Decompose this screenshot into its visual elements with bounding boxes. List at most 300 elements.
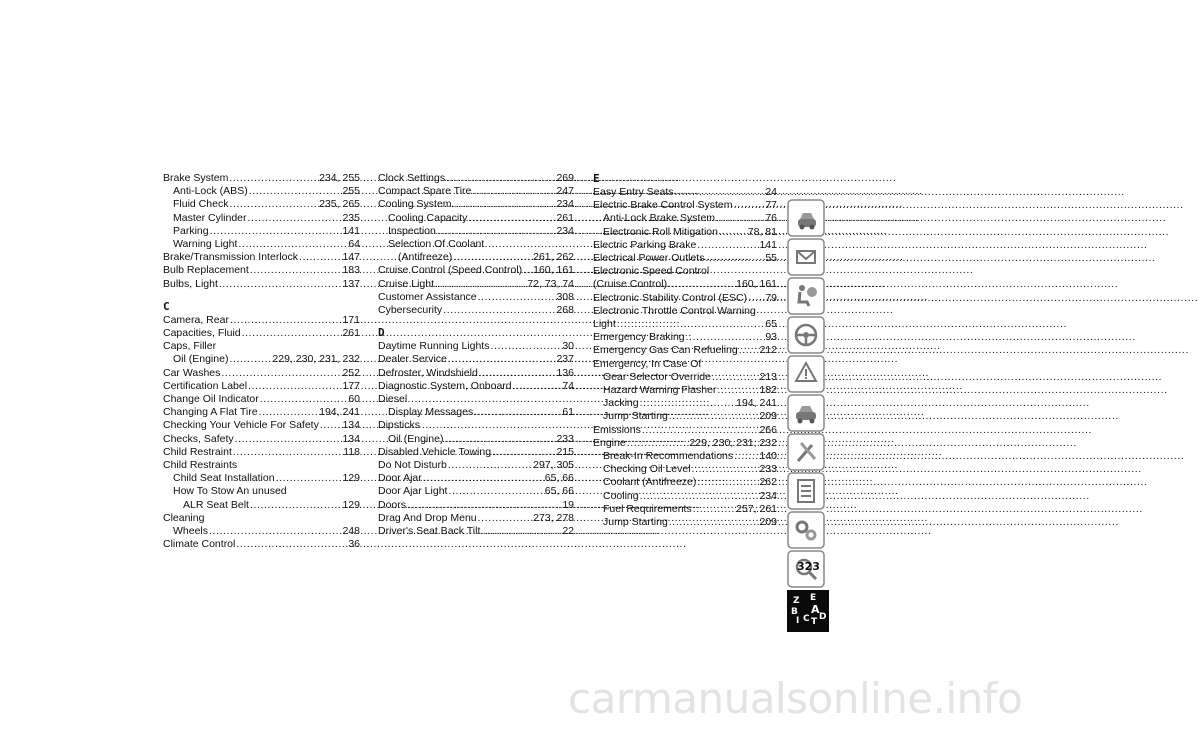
entry-label: Door Ajar Light (378, 485, 448, 498)
gears-icon[interactable] (787, 511, 825, 549)
index-entry[interactable] (593, 397, 777, 410)
dot-leader (248, 380, 341, 393)
page-reference[interactable]: 248 (342, 525, 360, 538)
dot-leader (697, 476, 758, 489)
page-reference[interactable]: 76 (765, 212, 777, 225)
index-heading: How To Stow An unused (173, 485, 287, 498)
page-reference[interactable]: 194, 241 (319, 406, 360, 419)
dot-leader (748, 292, 764, 305)
entry-label: Cruise Control (Speed Control) (378, 264, 523, 277)
index-entry[interactable] (378, 304, 574, 317)
dot-leader (320, 419, 342, 432)
index-entry[interactable] (593, 252, 777, 265)
dot-leader (250, 499, 342, 512)
page-reference[interactable]: 36 (348, 538, 360, 551)
entry-label: Electrical Power Outlets (593, 252, 705, 265)
index-entry[interactable] (593, 318, 777, 331)
entry-label: Certification Label (163, 379, 248, 392)
index-heading: Electronic Throttle Control Warning (593, 304, 756, 317)
index-letter: C (803, 614, 810, 624)
index-entry[interactable] (593, 410, 777, 423)
index-entry[interactable] (163, 472, 360, 485)
entry-label: Cooling (603, 489, 639, 502)
page-reference[interactable]: 261 (342, 327, 360, 340)
index-entry[interactable] (378, 185, 574, 198)
dot-leader (242, 327, 342, 340)
dot-leader (233, 446, 342, 459)
entry-label: Fuel Requirements (603, 502, 692, 515)
entry-label: Bulbs, Light (163, 277, 218, 290)
index-entry[interactable] (163, 264, 360, 277)
dot-leader (435, 278, 526, 291)
index-letter: A (811, 603, 820, 616)
page-reference[interactable]: 229, 230, 231, 232 (689, 436, 777, 449)
page-reference[interactable]: 65 (765, 318, 777, 331)
dot-leader (453, 198, 556, 211)
entry-label: Drag And Drop Menu (378, 511, 477, 524)
page-reference[interactable]: 182 (759, 384, 777, 397)
index-entry[interactable] (378, 198, 574, 211)
index-entry[interactable] (378, 367, 574, 380)
index-entry[interactable] (593, 226, 777, 239)
index-entry[interactable] (593, 278, 777, 291)
mail-icon[interactable] (787, 238, 825, 276)
index-letter: T (811, 617, 818, 627)
index-entry[interactable] (378, 433, 574, 446)
page-reference[interactable]: 212 (759, 344, 777, 357)
page-reference[interactable]: 261 (556, 211, 574, 224)
dot-leader (717, 384, 758, 397)
index-entry[interactable] (378, 278, 574, 291)
dot-leader (209, 525, 341, 538)
page-reference[interactable]: 183 (342, 264, 360, 277)
dot-leader (235, 433, 342, 446)
dot-leader (478, 512, 532, 525)
index-entry[interactable] (378, 485, 574, 498)
index-column-3 (593, 172, 777, 529)
entry-label: Electric Brake Control System (593, 199, 733, 212)
dot-leader (248, 212, 342, 225)
index-entry[interactable] (378, 512, 574, 525)
index-entry[interactable] (163, 225, 360, 238)
page-reference[interactable]: 136 (556, 366, 574, 379)
dot-leader (299, 251, 341, 264)
dot-leader (444, 433, 555, 446)
index-entry[interactable] (593, 503, 777, 516)
dot-leader (221, 367, 341, 380)
page-reference[interactable]: 24 (765, 186, 777, 198)
page-reference[interactable]: 64 (348, 238, 360, 251)
page-reference[interactable]: 79 (765, 291, 777, 304)
entry-label: Electronic Roll Mitigation (603, 225, 718, 238)
index-entry[interactable] (593, 331, 777, 344)
index-entry[interactable] (593, 450, 777, 463)
page-reference[interactable]: 215 (556, 445, 574, 458)
index-heading: Diesel (378, 393, 408, 406)
index-entry[interactable] (163, 198, 360, 211)
dot-leader (453, 251, 532, 264)
entry-label: Anti-Lock Brake System (603, 212, 716, 225)
dot-leader (229, 353, 271, 366)
page-reference[interactable]: 160, 161 (533, 264, 574, 277)
dot-leader (407, 499, 561, 512)
page-reference[interactable]: 269 (556, 172, 574, 184)
dot-leader (669, 410, 759, 423)
index-entry[interactable] (378, 225, 574, 238)
page-reference[interactable]: 273, 278 (533, 511, 574, 524)
page-reference[interactable]: 22 (562, 525, 574, 538)
page-reference[interactable]: 134 (342, 419, 360, 432)
index-letter: E (810, 593, 817, 603)
entry-label: Jacking (603, 397, 639, 410)
dot-leader (668, 278, 735, 291)
entry-label: Warning Light (173, 238, 238, 251)
page-reference[interactable]: 235, 265 (319, 198, 360, 211)
index-entry[interactable] (378, 406, 574, 419)
entry-label: Jump Starting (603, 516, 668, 529)
entry-label: Oil (Engine) (173, 353, 229, 366)
index-entry[interactable] (593, 371, 777, 384)
index-entry[interactable] (163, 185, 360, 198)
checklist-icon[interactable] (787, 472, 825, 510)
dot-leader (249, 185, 342, 198)
dot-leader (229, 172, 318, 185)
index-entry[interactable] (378, 499, 574, 512)
dot-leader (423, 472, 544, 485)
page-reference[interactable]: 61 (562, 406, 574, 419)
page-reference[interactable]: 209 (759, 410, 777, 423)
index-entry[interactable] (593, 516, 777, 529)
dot-leader (448, 459, 532, 472)
index-entry[interactable] (163, 499, 360, 512)
entry-label: Emergency Gas Can Refueling (593, 344, 738, 357)
page-reference[interactable]: 308 (556, 290, 574, 303)
entry-label: ALR Seat Belt (183, 498, 249, 511)
page-reference[interactable]: 78, 81 (747, 225, 777, 238)
index-entry[interactable] (163, 380, 360, 393)
section-letter: C (163, 299, 170, 313)
entry-label: Master Cylinder (173, 211, 247, 224)
index-entry[interactable] (163, 446, 360, 459)
page-reference[interactable]: 252 (342, 366, 360, 379)
dot-leader (468, 212, 555, 225)
index-entry[interactable] (163, 251, 360, 264)
dot-leader (492, 446, 555, 459)
page-reference[interactable]: 234 (556, 198, 574, 211)
index-entry[interactable] (593, 199, 777, 212)
index-entry[interactable] (163, 393, 360, 406)
index-letter: Z (793, 596, 800, 606)
index-entry[interactable] (593, 186, 777, 199)
page-reference[interactable]: 234 (556, 224, 574, 237)
index-entry[interactable] (378, 291, 574, 304)
index-entry[interactable] (593, 212, 777, 225)
index-entry[interactable] (593, 384, 777, 397)
dot-leader (490, 340, 561, 353)
entry-label: Emergency Braking (593, 331, 685, 344)
entry-label: Checking Oil Level (603, 463, 691, 476)
index-entry[interactable] (378, 446, 574, 459)
entry-label: Cooling Capacity (388, 211, 468, 224)
dot-leader (472, 185, 555, 198)
entry-label: Disabled Vehicle Towing (378, 445, 492, 458)
index-entry[interactable] (163, 238, 360, 251)
dot-leader (693, 503, 735, 516)
index-letter: D (819, 612, 827, 622)
index-icon[interactable] (787, 590, 829, 632)
entry-label: Child Restraint (163, 445, 232, 458)
page-reference[interactable]: 55 (765, 252, 777, 265)
index-entry[interactable] (378, 212, 574, 225)
page-reference[interactable]: 177 (342, 379, 360, 392)
entry-label: Do Not Disturb (378, 459, 447, 472)
index-column-1 (163, 172, 360, 551)
index-entry[interactable] (163, 212, 360, 225)
index-entry[interactable] (378, 340, 574, 353)
dot-leader (210, 225, 342, 238)
dot-leader (716, 212, 764, 225)
index-entry[interactable] (378, 172, 574, 185)
index-entry[interactable] (163, 314, 360, 327)
entry-label: Electronic Stability Control (ESC) (593, 291, 748, 304)
dot-leader (236, 538, 347, 551)
page-reference[interactable]: 118 (343, 445, 360, 458)
entry-label: Brake/Transmission Interlock (163, 251, 298, 264)
index-entry[interactable] (163, 538, 360, 551)
page-reference[interactable]: 233 (556, 432, 574, 445)
index-entry[interactable] (378, 525, 574, 538)
page-number: 323 (797, 560, 820, 573)
tools-icon[interactable] (787, 433, 825, 471)
entry-label: Cybersecurity (378, 304, 443, 317)
page-reference[interactable]: 171 (342, 313, 360, 326)
entry-label: Wheels (173, 525, 209, 538)
entry-label: Changing A Flat Tire (163, 406, 258, 419)
page-reference[interactable]: 65, 66 (544, 472, 574, 485)
entry-label: Easy Entry Seats (593, 186, 674, 198)
entry-label: Dealer Service (378, 353, 447, 366)
entry-label: Checks, Safety (163, 432, 234, 445)
page-reference[interactable]: 268 (556, 304, 574, 317)
index-entry[interactable] (593, 424, 777, 437)
dot-leader (446, 172, 555, 185)
entry-label: Hazard Warning Flasher (603, 384, 717, 397)
index-column-2 (378, 172, 574, 538)
entry-label: Display Messages (388, 406, 474, 419)
index-entry[interactable] (593, 344, 777, 357)
dot-leader (478, 291, 556, 304)
index-heading: Electronic Speed Control (593, 265, 710, 278)
page-reference[interactable]: 262 (759, 476, 777, 489)
entry-label: Compact Spare Tire (378, 185, 472, 198)
entry-label: Electric Parking Brake (593, 238, 697, 251)
dot-leader (697, 239, 758, 252)
entry-label: Anti-Lock (ABS) (173, 185, 248, 198)
entry-label: Cruise Light (378, 277, 435, 290)
page-reference[interactable]: 19 (562, 498, 574, 511)
page-reference[interactable]: 30 (562, 340, 574, 353)
entry-label: Inspection (388, 224, 436, 237)
entry-label: Daytime Running Lights (378, 340, 490, 353)
page-reference[interactable]: 74 (562, 379, 574, 392)
index-entry[interactable] (163, 172, 360, 185)
index-letter: I (796, 616, 800, 626)
dot-leader (739, 344, 759, 357)
index-heading: Child Restraints (163, 459, 238, 472)
page-reference[interactable]: 141 (759, 238, 777, 251)
index-entry[interactable] (593, 490, 777, 503)
page-reference[interactable]: 129 (342, 472, 360, 485)
page-reference[interactable]: 233 (759, 463, 777, 476)
index-entry[interactable] (378, 380, 574, 393)
index-entry[interactable] (163, 406, 360, 419)
entry-label: Change Oil Indicator (163, 393, 259, 406)
page-reference[interactable]: 235 (342, 211, 360, 224)
dot-leader (474, 406, 561, 419)
page-reference[interactable]: 141 (342, 224, 360, 237)
page-reference[interactable]: 160, 161 (736, 278, 777, 291)
page-reference[interactable]: 255 (342, 185, 360, 198)
car-service-icon[interactable] (787, 394, 825, 432)
index-entry[interactable] (163, 367, 360, 380)
entry-label: Bulb Replacement (163, 264, 249, 277)
entry-label: Parking (173, 224, 209, 237)
index-heading: Emergency, In Case Of (593, 357, 702, 370)
entry-label: Doors (378, 498, 407, 511)
car-info-icon[interactable] (787, 199, 825, 237)
index-entry[interactable] (378, 264, 574, 277)
index-entry[interactable] (163, 327, 360, 340)
dot-leader (230, 314, 342, 327)
entry-label: Cooling System (378, 198, 452, 211)
page-reference[interactable]: 213 (759, 370, 777, 383)
entry-label: Customer Assistance (378, 290, 477, 303)
index-entry[interactable] (378, 353, 574, 366)
dot-leader (675, 186, 765, 199)
dot-leader (238, 238, 347, 251)
entry-label: Car Washes (163, 366, 221, 379)
entry-label: Defroster, Windshield (378, 366, 478, 379)
index-entry[interactable] (593, 239, 777, 252)
entry-label: Door Ajar (378, 472, 422, 485)
page-reference[interactable]: 77 (765, 199, 777, 212)
entry-label: Fluid Check (173, 198, 229, 211)
page-reference[interactable]: 93 (765, 331, 777, 344)
index-heading: Dipsticks (378, 419, 421, 432)
page-reference[interactable]: 266 (759, 423, 777, 436)
entry-label: Driver's Seat Back Tilt (378, 525, 481, 538)
page-reference[interactable]: 134 (342, 432, 360, 445)
index-entry[interactable] (163, 278, 360, 291)
index-entry[interactable] (593, 463, 777, 476)
dot-leader (219, 278, 342, 291)
entry-label: Engine (593, 436, 626, 449)
entry-label: Brake System (163, 172, 229, 184)
steering-wheel-icon[interactable] (787, 316, 825, 354)
page-reference[interactable]: 129 (342, 498, 360, 511)
page-reference[interactable]: 140 (759, 450, 777, 463)
dot-leader (448, 353, 556, 366)
entry-label: (Cruise Control) (593, 278, 668, 291)
page-reference[interactable]: 229, 230, 231, 232 (272, 353, 360, 366)
index-entry[interactable] (378, 459, 574, 472)
index-letter: B (791, 607, 798, 617)
index-entry[interactable] (593, 292, 777, 305)
entry-label: Oil (Engine) (388, 432, 444, 445)
entry-label: Diagnostic System, Onboard (378, 379, 512, 392)
page-reference[interactable]: 72, 73, 74 (527, 277, 574, 290)
dot-leader (719, 226, 747, 239)
index-entry[interactable] (378, 251, 574, 264)
entry-label: Camera, Rear (163, 313, 229, 326)
dot-leader (229, 198, 318, 211)
page-reference[interactable]: 257, 261 (736, 502, 777, 515)
page-reference[interactable]: 194, 241 (736, 397, 777, 410)
index-entry[interactable] (378, 472, 574, 485)
page-reference[interactable]: 147 (342, 251, 360, 264)
entry-label: Break-In Recommendations (603, 450, 734, 463)
page-reference[interactable]: 234 (759, 489, 777, 502)
watermark: carmanualsonline.info (568, 674, 1023, 723)
dot-leader (617, 318, 765, 331)
dot-leader (627, 437, 689, 450)
page-reference[interactable]: 247 (556, 185, 574, 198)
seat-airbag-icon[interactable] (787, 277, 825, 315)
entry-label: Climate Control (163, 538, 236, 551)
page-reference[interactable]: 137 (342, 277, 360, 290)
dot-leader (686, 331, 765, 344)
index-entry[interactable] (163, 419, 360, 432)
index-entry[interactable] (593, 437, 777, 450)
entry-label: Emissions (593, 423, 641, 436)
entry-label: Jump Starting (603, 410, 668, 423)
page-reference[interactable]: 65, 66 (544, 485, 574, 498)
dot-leader (692, 463, 759, 476)
entry-label: Child Seat Installation (173, 472, 275, 485)
index-heading: Cleaning (163, 511, 205, 524)
dot-leader (640, 490, 759, 503)
page-reference[interactable]: 261, 262 (533, 251, 574, 264)
entry-label: Capacities, Fluid (163, 327, 241, 340)
dot-leader (448, 485, 543, 498)
warning-car-icon[interactable] (787, 355, 825, 393)
section-letter: E (593, 172, 600, 185)
dot-leader (640, 397, 736, 410)
dot-leader (260, 393, 348, 406)
page-reference[interactable]: 297, 305 (533, 459, 574, 472)
dot-leader (712, 371, 759, 384)
index-entry[interactable] (163, 433, 360, 446)
index-entry[interactable] (163, 353, 360, 366)
entry-label: Gear Selector Override (603, 370, 711, 383)
dot-leader (513, 380, 562, 393)
page-reference[interactable]: 234, 255 (319, 172, 360, 184)
entry-label: Coolant (Antifreeze) (603, 476, 697, 489)
page-reference[interactable]: 209 (759, 516, 777, 529)
entry-label: Checking Your Vehicle For Safety (163, 419, 319, 432)
dot-leader (481, 525, 561, 538)
page-reference[interactable]: 237 (556, 353, 574, 366)
dot-leader (276, 472, 342, 485)
index-entry[interactable] (163, 525, 360, 538)
dot-leader (733, 199, 764, 212)
page-reference[interactable]: 60 (348, 393, 360, 406)
dot-leader (259, 406, 319, 419)
index-entry[interactable] (593, 476, 777, 489)
entry-label: Clock Settings (378, 172, 446, 184)
dot-leader (669, 516, 759, 529)
dot-leader (642, 424, 759, 437)
